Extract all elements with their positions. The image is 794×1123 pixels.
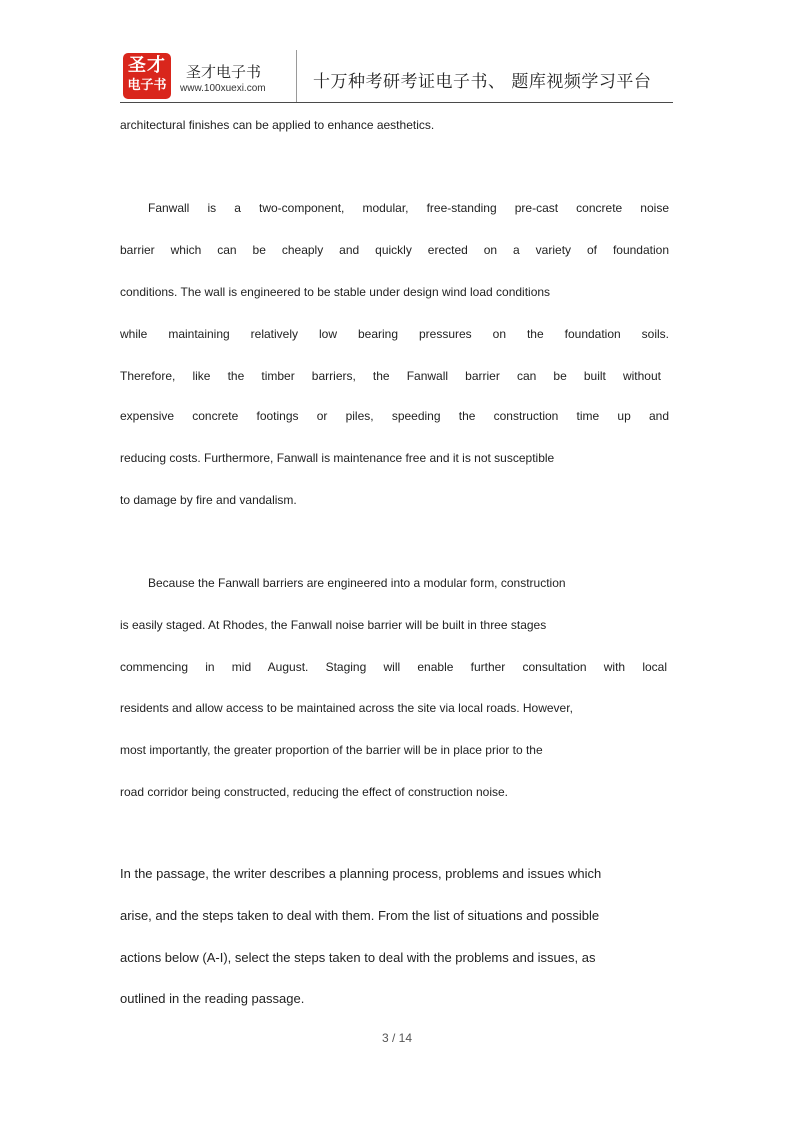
text-line: commencing in mid August. Staging will enable further consultation with local [120, 660, 667, 674]
text-line: Fanwall is a two-component, modular, free-standing pre-cast concrete noise [148, 201, 669, 215]
text-line: to damage by fire and vandalism. [120, 493, 297, 507]
brand-url: www.100xuexi.com [180, 83, 266, 94]
page-header [120, 50, 673, 103]
text-line: is easily staged. At Rhodes, the Fanwall noise barrier will be built in three stages [120, 618, 547, 632]
page-number: 3 / 14 [381, 1031, 413, 1045]
question-line: actions below (A-I), select the steps taken to deal with the problems and issues, as [120, 950, 596, 965]
text-line: road corridor being constructed, reducing the effect of construction noise. [120, 785, 509, 799]
question-line: In the passage, the writer describes a planning process, problems and issues which [120, 866, 602, 881]
question-line: arise, and the steps taken to deal with them. From the list of situations and possible [120, 908, 600, 923]
logo-line1: 圣才 [128, 55, 166, 76]
brand-name: 圣才电子书 [186, 63, 262, 81]
text-line: reducing costs. Furthermore, Fanwall is maintenance free and it is not susceptible [120, 451, 555, 465]
text-line: residents and allow access to be maintained across the site via local roads. However, [120, 701, 573, 715]
text-line: while maintaining relatively low bearing pressures on the foundation soils. [120, 327, 669, 341]
logo-line2: 电子书 [127, 78, 167, 93]
brand-block [176, 50, 297, 102]
text-line: barrier which can be cheaply and quickly erected on a variety of foundation [120, 243, 669, 257]
text-line: most importantly, the greater proportion of the barrier will be in place prior to the [120, 743, 543, 757]
text-line: expensive concrete footings or piles, speeding the construction time up and [120, 409, 669, 423]
header-tagline: 十万种考研考证电子书、 题库视频学习平台 [313, 72, 652, 92]
brand-logo [123, 53, 171, 99]
text-line: conditions. The wall is engineered to be stable under design wind load conditions [120, 285, 551, 299]
question-line: outlined in the reading passage. [120, 991, 305, 1006]
text-line: Because the Fanwall barriers are engineered into a modular form, construction [148, 576, 566, 590]
text-line: architectural finishes can be applied to enhance aesthetics. [120, 118, 435, 132]
text-line: Therefore, like the timber barriers, the Fanwall barrier can be built without [120, 369, 661, 383]
